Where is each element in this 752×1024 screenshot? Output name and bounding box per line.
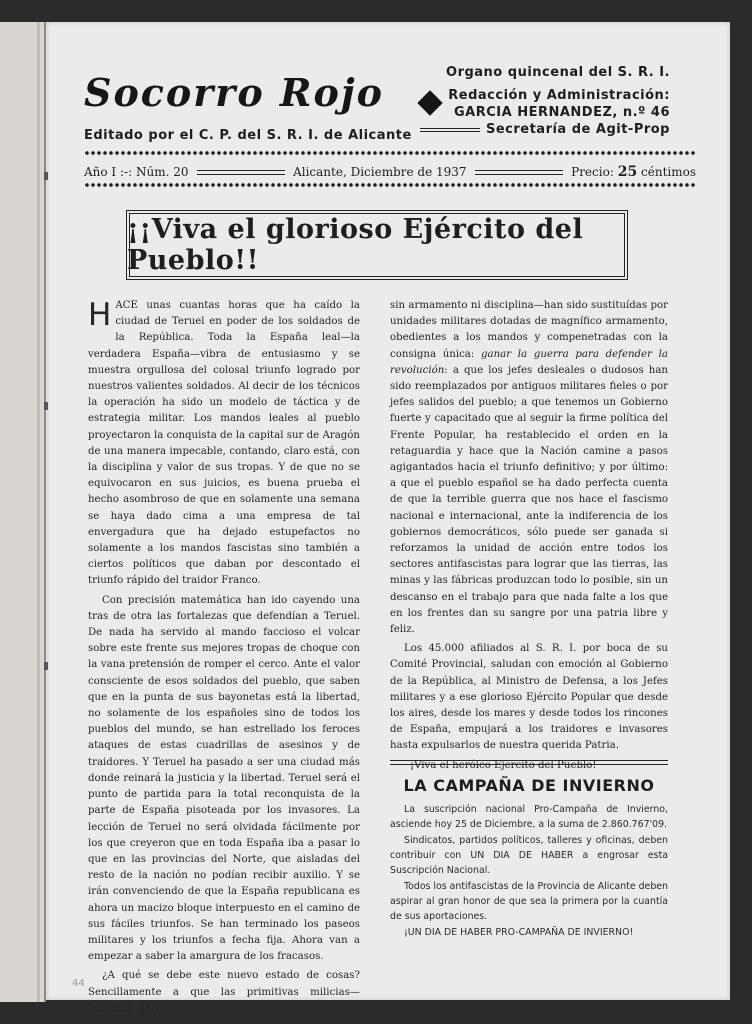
article-paragraph: Los 45.000 afiliados al S. R. I. por boca de su Comité Provincial, saludan con emoción al Gobierno de la República, al Ministro de Defensa, a los Jefes militares y a ese glorioso Ejército Popular que desde los aires, desde los mares y desde todos los rincones de España, empujará a los traidores e invasores hasta expulsarlos de nuestra querida Patria. (390, 643, 668, 752)
adjacent-page-edge (0, 22, 46, 1002)
dotted-rule (84, 182, 696, 188)
article-paragraph: HACE unas cuantas horas que ha caído la ciudad de Teruel en poder de los soldados de la República. Toda la España leal—la verdadera España—vibra de entusiasmo y se muestra orgullosa del colosal triunfo logrado por nuestros valientes soldados. Al decir de los técnicos la operación ha sido un modelo de táctica y de estrategia militar. Los mandos leales al pueblo proyectaron la conquista de la capital sur de Aragón de una manera impecable, contando, claro está, con la disciplina y valor de sus tropas. Y de que no se equivocaron en sus juicios, es buena prueba el hecho asombroso de que en solamente una semana se haya dado cima a una empresa de tal envergadura que ha dejado estupefactos no solamente a los mandos fascistas sino también a ciertos políticos que daban por descontado el triunfo rápido del traidor Franco. (88, 297, 360, 587)
dotted-rule (84, 150, 696, 156)
article-column-1 (88, 298, 360, 1020)
secretariat-line: Secretaría de Agit-Prop (420, 121, 670, 138)
article-column-2 (390, 298, 668, 777)
binding-mark (44, 172, 48, 180)
campaign-paragraph: Todos los antifascistas de la Provincia de Alicante deben aspirar al gran honor de que sea la primera por la cuantía de sus aportaciones. (390, 881, 668, 922)
campaign-notice (390, 802, 668, 941)
binding-mark (44, 662, 48, 670)
article-paragraph: sin armamento ni disciplina—han sido sustituídas por unidades militares dotadas de magnífico armamento, obedientes a los mandos y compenetradas con la consigna única: ganar la guerra para defender la revolución: a que los jefes desleales o dudosos han sido reemplazados por antiguos militares fieles o por jefes salidos del pueblo; a que tenemos un Gobierno fuerte y capacitado que al seguir la firme política del Frente Popular, ha restablecido el orden en la retaguardia y hace que la Nación camine a pasos agigantados hacia el triunfo definitivo; y por último: a que el pueblo español se ha dado perfecta cuenta de que la terrible guerra que nos hace el fascismo nacional e internacional, ante la indiferencia de los gobiernos democráticos, sólo puede ser ganada si reforzamos la unidad de acción entre todos los sectores antifascistas para lograr que las tierras, las minas y las fábricas produzcan todo lo posible, sin un descanso en el trabajo para que nada falte a los que en los frentes dan su sangre por una patria libre y feliz. (390, 300, 668, 636)
headline: ¡¡Viva el glorioso Ejército del Pueblo!! (127, 214, 584, 276)
campaign-paragraph: La suscripción nacional Pro-Campaña de Invierno, asciende hoy 25 de Diciembre, a la suma de 2.860.767'09. (390, 804, 668, 830)
section-rule (390, 760, 668, 765)
article-paragraph: Con precisión matemática han ido cayendo una tras de otra las fortalezas que defendían a Teruel. De nada ha servido al mando faccioso el volcar sobre este frente sus mejores tropas de choque con la vana pretensión de romper el cerco. Ante el valor consciente de esos soldados del pueblo, que saben que en la punta de sus bayonetas está la libertad, no solamente de los españoles sino de todos los pueblos del mundo, se han estrellado los feroces ataques de estas cuadrillas de asesinos y de traidores. Y Teruel ha pasado a ser una ciudad más donde reinará la justicia y la libertad. Teruel será el punto de partida para la total reconquista de la parte de España pisoteada por los invasores. La lección de Teruel no será olvidada fácilmente por los que creyeron que en toda España iba a pasar lo que en las provincias del Norte, que aisladas del resto de la nación no podían recibir auxilio. Y se irán convenciendo de que la España republicana es ahora un macizo bloque interpuesto en el camino de sus fáciles triunfos. Se han terminado los paseos militares y los triunfos a fecha fija. Ahora van a empezar a saber la amargura de los fracasos. (88, 594, 360, 963)
campaign-paragraph: Sindicatos, partidos políticos, talleres y oficinas, deben contribuir con UN DIA DE HABER a engrosar esta Suscripción Nacional. (390, 835, 668, 876)
pencil-page-mark: 44 (72, 978, 85, 989)
campaign-title: LA CAMPAÑA DE INVIERNO (403, 776, 655, 795)
info-rule (197, 170, 286, 175)
newspaper-page (46, 22, 730, 1014)
place-date: Alicante, Diciembre de 1937 (293, 165, 467, 179)
headline-box (126, 210, 628, 280)
issue-info-bar (84, 164, 696, 180)
issue-price: Precio: 25 céntimos (571, 164, 696, 180)
binding-mark (44, 402, 48, 410)
edited-by-line: Editado por el C. P. del S. R. I. de Alicante (84, 128, 412, 143)
organ-line: Organo quincenal del S. R. I. (446, 65, 670, 80)
campaign-paragraph: ¡UN DIA DE HABER PRO-CAMPAÑA DE INVIERNO! (404, 927, 634, 938)
article-paragraph: ¿A qué se debe este nuevo estado de cosas? Sencillamente a que las primitivas milicias—heróicas, pero (88, 970, 360, 1014)
address-label: Redacción y Administración: (448, 88, 670, 103)
drop-cap: H (88, 297, 112, 333)
address-line: GARCIA HERNANDEZ, n.º 46 (453, 105, 670, 120)
info-rule (475, 170, 564, 175)
masthead-right-info (420, 64, 670, 138)
masthead-title: Socorro Rojo (84, 70, 384, 115)
issue-year: Año I :-: Núm. 20 (84, 165, 189, 179)
article-closing: ¡Viva el heróico Ejercito del Pueblo! (410, 759, 597, 771)
